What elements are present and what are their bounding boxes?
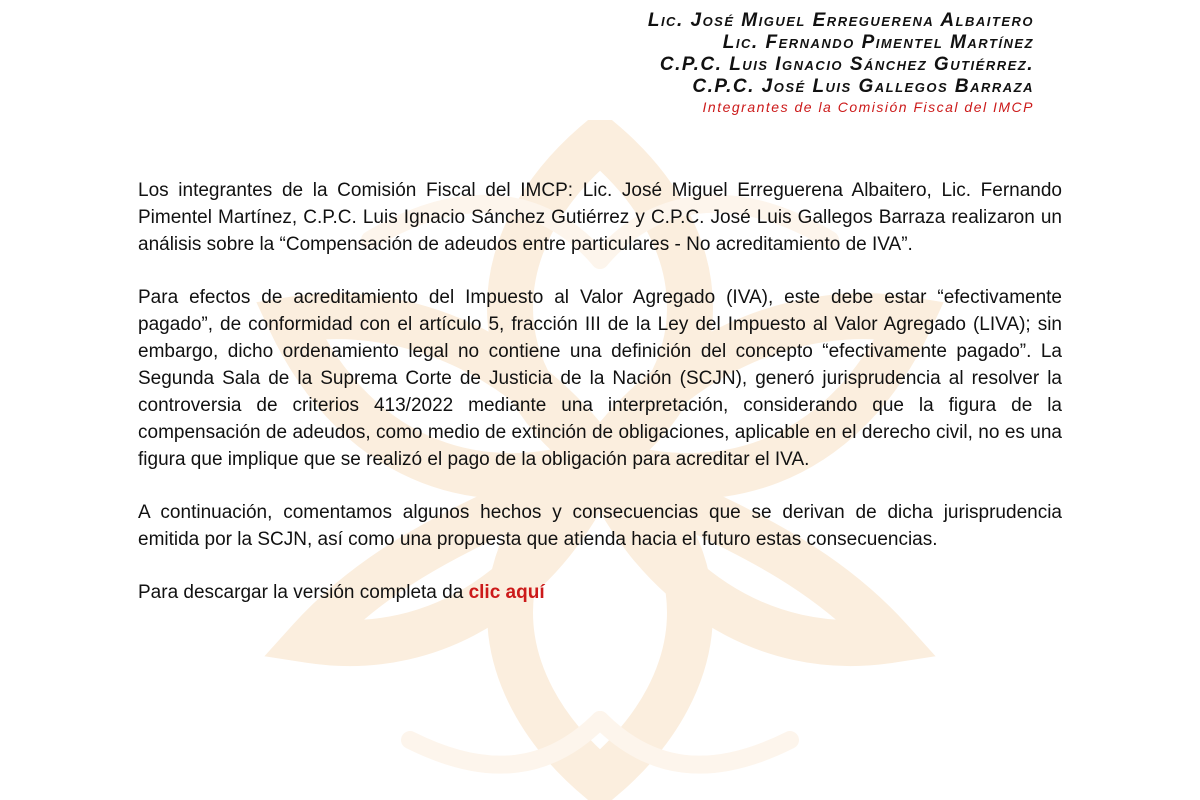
author-name-1: Lic. José Miguel Erreguerena Albaitero (647, 10, 1034, 31)
paragraph-consequences: A continuación, comentamos algunos hechos y consecuencias que se derivan de dicha jurisprudencia emitida por la SCJN, así como una propuesta que atienda hacia el futuro estas consecuencias. (138, 502, 1062, 550)
author-name-3: C.P.C. Luis Ignacio Sánchez Gutiérrez. (659, 54, 1034, 75)
download-link[interactable]: clic aquí (468, 582, 545, 603)
author-name-2: Lic. Fernando Pimentel Martínez (722, 32, 1034, 53)
authors-block (648, 10, 1034, 116)
article-body (138, 177, 1062, 632)
download-text: Para descargar la versión completa da (138, 582, 464, 603)
author-name-4: C.P.C. José Luis Gallegos Barraza (692, 76, 1034, 97)
authors-caption: Integrantes de la Comisión Fiscal del IMCP (702, 99, 1034, 115)
paragraph-intro: Los integrantes de la Comisión Fiscal del IMCP: Lic. José Miguel Erreguerena Albaitero, Lic. Fernando Pimentel Martínez, C.P.C. Luis Ignacio Sánchez Gutiérrez y C.P.C. José Luis Gallegos Barraza realizaron un análisis sobre la “Compensación de adeudos entre particulares - No acreditamiento de IVA”. (138, 180, 1062, 255)
download-line (138, 579, 1062, 606)
paragraph-analysis: Para efectos de acreditamiento del Impuesto al Valor Agregado (IVA), este debe estar “efectivamente pagado”, de conformidad con el artículo 5, fracción III de la Ley del Impuesto al Valor Agregado (LIVA); sin embargo, dicho ordenamiento legal no contiene una definición del concepto “efectivamente pagado”. La Segunda Sala de la Suprema Corte de Justicia de la Nación (SCJN), generó jurisprudencia al resolver la controversia de criterios 413/2022 mediante una interpretación, considerando que la figura de la compensación de adeudos, como medio de extinción de obligaciones, aplicable en el derecho civil, no es una figura que implique que se realizó el pago de la obligación para acreditar el IVA. (138, 287, 1062, 470)
